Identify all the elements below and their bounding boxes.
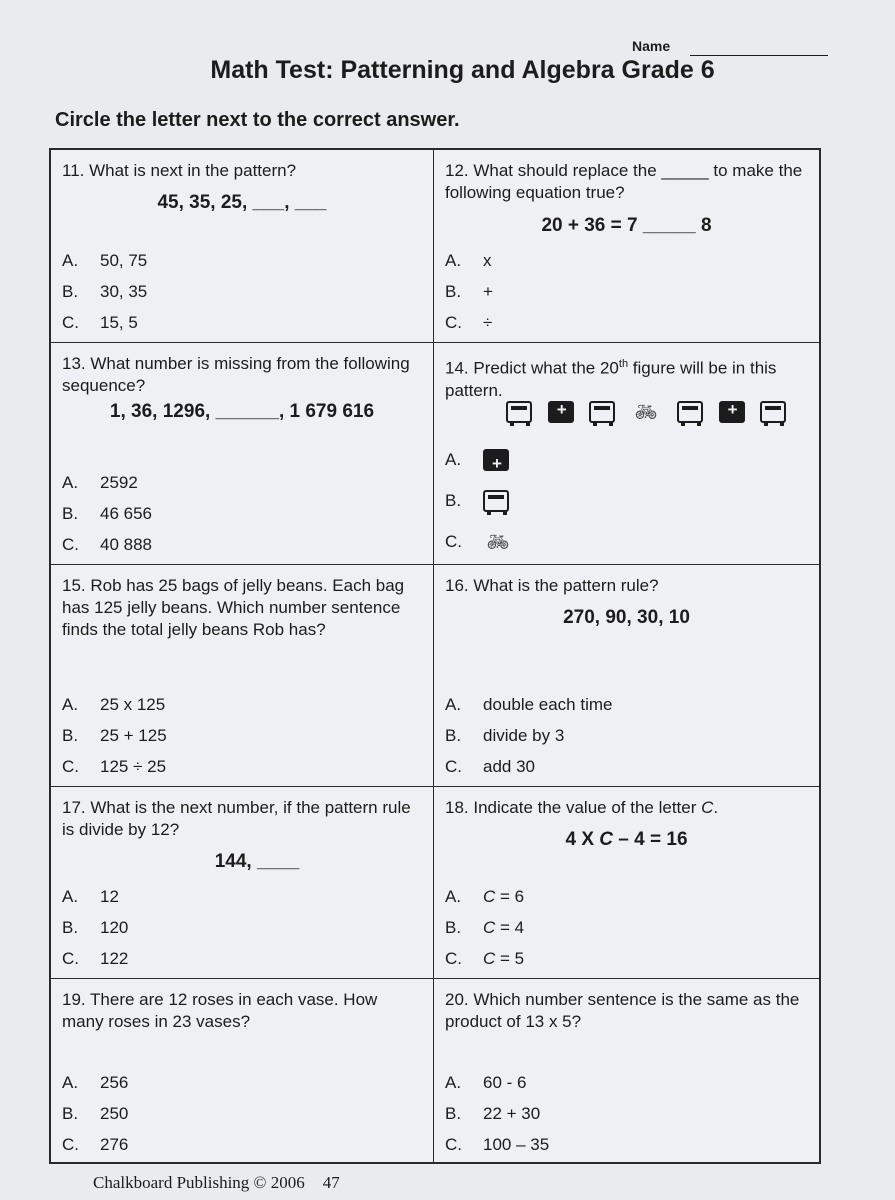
option-b[interactable] (62, 1098, 128, 1129)
option-text: double each time (483, 695, 613, 714)
option-c[interactable] (62, 307, 147, 338)
question-15 (51, 565, 434, 787)
question-19 (51, 979, 434, 1164)
question-text (445, 797, 809, 819)
option-a[interactable] (445, 245, 493, 276)
question-text: 20. Which number sentence is the same as the product of 13 x 5? (445, 990, 800, 1031)
option-text: + (483, 282, 493, 301)
option-c[interactable] (62, 529, 152, 560)
answer-options (445, 245, 493, 338)
fire-truck-icon (483, 490, 509, 512)
page-footer (93, 1173, 340, 1193)
question-expression: 144, ____ (214, 851, 300, 872)
option-letter[interactable]: B. (62, 1104, 79, 1123)
option-letter[interactable]: C. (62, 757, 79, 776)
option-text: 22 + 30 (483, 1104, 541, 1123)
option-c[interactable] (445, 521, 524, 562)
option-text: 2592 (100, 473, 138, 492)
question-text-part: . (713, 798, 719, 817)
option-b[interactable] (445, 912, 524, 943)
publisher-credit: Chalkboard Publishing © 2006 (93, 1173, 305, 1192)
option-text: 276 (100, 1135, 129, 1154)
question-16 (434, 565, 819, 787)
option-letter[interactable]: C. (445, 532, 462, 551)
instructions: Circle the letter next to the correct answer. (55, 109, 460, 131)
question-12 (434, 150, 819, 343)
question-text: 19. There are 12 roses in each vase. How many roses in 23 vases? (62, 990, 378, 1031)
question-text: 16. What is the pattern rule? (445, 576, 659, 595)
option-a[interactable] (62, 1067, 128, 1098)
fire-truck-icon (760, 401, 786, 423)
option-text: ÷ (483, 313, 493, 332)
option-letter[interactable]: B. (445, 726, 462, 745)
ambulance-icon (548, 401, 574, 423)
question-text-part: 14. Predict what the 20 (445, 358, 619, 378)
option-c[interactable] (445, 307, 493, 338)
option-text: 30, 35 (100, 282, 148, 301)
option-letter[interactable]: C. (62, 1135, 79, 1154)
option-letter[interactable]: A. (62, 251, 79, 270)
page-title: Math Test: Patterning and Algebra Grade 6 (210, 56, 715, 84)
option-text: 12 (100, 887, 119, 906)
option-text: 40 888 (100, 535, 152, 554)
option-letter[interactable]: C. (62, 313, 79, 332)
question-expression: 20 + 36 = 7 _____ 8 (541, 215, 712, 236)
option-text: 120 (100, 918, 129, 937)
option-letter[interactable]: B. (445, 282, 462, 301)
option-letter[interactable]: A. (445, 695, 462, 714)
option-letter[interactable]: A. (445, 887, 462, 906)
question-text: 11. What is next in the pattern? (62, 161, 297, 180)
option-b[interactable] (62, 912, 128, 943)
page-number: 47 (322, 1173, 340, 1192)
option-letter[interactable]: A. (445, 251, 462, 270)
fire-truck-icon (506, 401, 532, 423)
question-text: 17. What is the next number, if the pattern rule is divide by 12? (62, 798, 411, 839)
variable: C (701, 798, 714, 817)
question-text-part: 18. Indicate the value of the letter (445, 798, 702, 817)
ambulance-icon (719, 401, 745, 423)
option-text: = 4 (500, 918, 525, 937)
answer-options (445, 1067, 549, 1160)
option-letter[interactable]: C. (62, 535, 79, 554)
option-letter[interactable]: A. (62, 473, 79, 492)
option-text: = 6 (500, 887, 525, 906)
option-text: 25 x 125 (100, 695, 166, 714)
variable: C (483, 887, 496, 906)
option-c[interactable] (445, 943, 524, 974)
option-a[interactable] (62, 881, 128, 912)
option-c[interactable] (62, 1129, 128, 1160)
option-a[interactable] (62, 245, 147, 276)
option-text: add 30 (483, 757, 535, 776)
option-b[interactable] (445, 1098, 549, 1129)
option-a[interactable] (62, 467, 152, 498)
option-text: 50, 75 (100, 251, 148, 270)
option-text: 46 656 (100, 504, 152, 523)
option-letter[interactable]: A. (445, 450, 462, 469)
answer-options (445, 689, 612, 782)
option-letter[interactable]: A. (445, 1073, 462, 1092)
option-letter[interactable]: C. (445, 313, 462, 332)
question-text (445, 353, 809, 402)
answer-options (445, 881, 524, 974)
option-a[interactable] (445, 689, 612, 720)
name-label: Name (632, 38, 671, 54)
variable: C (483, 918, 496, 937)
option-b[interactable] (62, 276, 147, 307)
bicycle-icon: 🚲︎ (634, 402, 658, 422)
ambulance-icon (483, 449, 509, 471)
option-letter[interactable]: B. (62, 726, 79, 745)
option-text: 122 (100, 949, 129, 968)
question-text-part: figure will be in this pattern. (445, 358, 777, 400)
option-b[interactable] (445, 720, 612, 751)
question-18 (434, 787, 819, 979)
answer-options (62, 1067, 128, 1160)
question-text: 15. Rob has 25 bags of jelly beans. Each bag has 125 jelly beans. Which number sentence finds the total jelly beans Rob has? (62, 576, 405, 639)
option-text: 125 ÷ 25 (100, 757, 167, 776)
option-letter[interactable]: A. (62, 1073, 79, 1092)
option-text: 15, 5 (100, 313, 138, 332)
option-text: 250 (100, 1104, 129, 1123)
question-17 (51, 787, 434, 979)
question-text: 12. What should replace the _____ to make the following equation true? (445, 161, 803, 202)
answer-options (62, 689, 167, 782)
option-text: divide by 3 (483, 726, 565, 745)
option-letter[interactable]: B. (62, 918, 79, 937)
fire-truck-icon (677, 401, 703, 423)
option-b[interactable] (445, 276, 493, 307)
question-expression: 270, 90, 30, 10 (563, 607, 690, 628)
option-b[interactable] (445, 480, 524, 521)
expression-part: – 4 = 16 (613, 829, 688, 850)
variable: C (483, 949, 496, 968)
option-c[interactable] (445, 1129, 549, 1160)
answer-options (445, 439, 524, 562)
question-expression (434, 829, 819, 851)
option-letter[interactable]: A. (62, 887, 79, 906)
option-c[interactable] (62, 751, 167, 782)
option-a[interactable] (62, 689, 167, 720)
option-letter[interactable]: C. (62, 949, 79, 968)
question-11 (51, 150, 434, 343)
question-expression: 1, 36, 1296, ______, 1 679 616 (109, 401, 375, 422)
option-b[interactable] (62, 720, 167, 751)
superscript: th (618, 358, 629, 370)
option-text: 256 (100, 1073, 129, 1092)
answer-options (62, 881, 128, 974)
option-text: 60 - 6 (483, 1073, 527, 1092)
option-text: 25 + 125 (100, 726, 167, 745)
option-b[interactable] (62, 498, 152, 529)
question-text: 13. What number is missing from the following sequence? (62, 354, 410, 395)
option-a[interactable] (445, 439, 524, 480)
fire-truck-icon (589, 401, 615, 423)
option-c[interactable] (445, 751, 612, 782)
option-text: 100 – 35 (483, 1135, 550, 1154)
option-letter[interactable]: C. (445, 949, 462, 968)
question-expression: 45, 35, 25, ___, ___ (157, 192, 327, 213)
option-letter[interactable]: B. (62, 504, 79, 523)
option-text: x (483, 251, 492, 270)
questions-grid (49, 148, 821, 1164)
bicycle-icon: 🚲︎ (486, 531, 510, 552)
option-c[interactable] (62, 943, 128, 974)
question-20 (434, 979, 819, 1164)
option-letter[interactable]: A. (62, 695, 79, 714)
option-letter[interactable]: B. (445, 918, 462, 937)
question-13 (51, 343, 434, 565)
option-letter[interactable]: B. (62, 282, 79, 301)
option-letter[interactable]: C. (445, 1135, 462, 1154)
option-letter[interactable]: C. (445, 757, 462, 776)
option-a[interactable] (445, 1067, 549, 1098)
pattern-row (506, 401, 797, 423)
option-a[interactable] (445, 881, 524, 912)
option-text: = 5 (500, 949, 525, 968)
expression-part: 4 X (565, 829, 600, 850)
option-letter[interactable]: B. (445, 1104, 462, 1123)
answer-options (62, 467, 152, 560)
question-14 (434, 343, 819, 565)
answer-options (62, 245, 147, 338)
variable: C (599, 829, 614, 850)
option-letter[interactable]: B. (445, 491, 462, 510)
